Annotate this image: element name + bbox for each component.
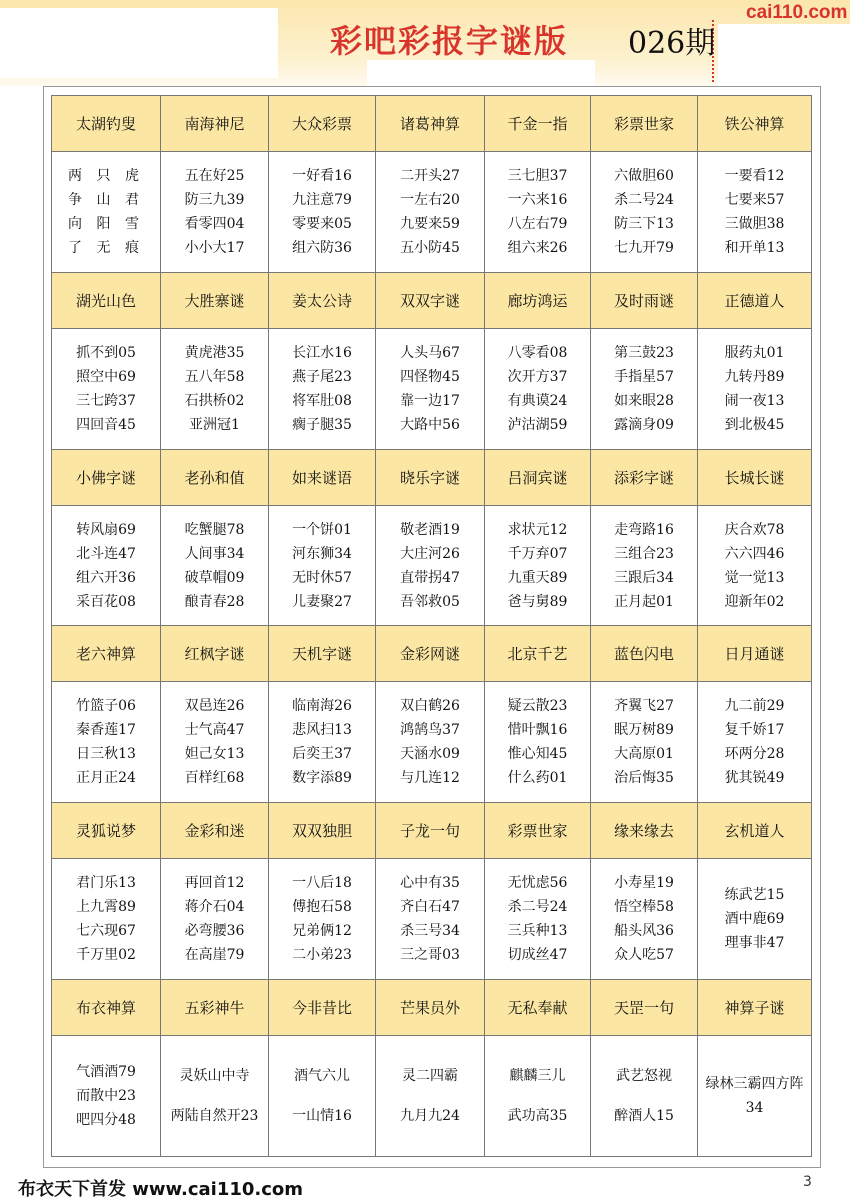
riddle-line: 大庄河26 [400,545,460,562]
riddle-cell [591,682,698,803]
riddle-line: 妲己女13 [184,746,245,763]
riddle-line: 蒋介石04 [184,899,245,916]
riddle-line: 七六现67 [76,923,136,940]
column-author-header: 芒果员外 [376,980,485,1036]
column-author-header: 太湖钓叟 [52,96,161,152]
column-author-header: 金彩和迷 [161,803,269,859]
riddle-line: 防三九39 [184,191,245,208]
riddle-line: 七要来57 [724,191,785,208]
riddle-line: 后奕王37 [292,746,352,763]
riddle-cell [698,682,812,803]
column-author-header: 玄机道人 [698,803,812,859]
riddle-line: 零要来05 [292,215,352,232]
riddle-line: 犹其锐49 [724,770,785,787]
riddle-line: 切成丝47 [507,947,568,964]
riddle-line: 大高原01 [614,746,674,763]
riddle-table [51,95,812,1157]
riddle-line: 千万弃07 [507,545,568,562]
riddle-line: 将军肚08 [292,392,352,409]
riddle-line: 靠一边17 [400,392,460,409]
column-author-header: 南海神尼 [161,96,269,152]
header-row [52,626,812,682]
riddle-line: 三七胆37 [507,167,568,184]
riddle-line: 二小弟23 [292,947,352,964]
riddle-line: 千万里02 [76,947,136,964]
riddle-cell [591,859,698,980]
column-author-header: 缘来缘去 [591,803,698,859]
riddle-line: 争 山 君 [68,191,144,208]
riddle-cell [161,1036,269,1157]
riddle-line: 必弯腰36 [184,923,245,940]
riddle-cell [376,328,485,449]
riddle-line: 上九霄89 [76,899,136,916]
riddle-line: 河东狮34 [292,545,352,562]
riddle-line: 六做胆60 [614,167,674,184]
column-author-header: 天机字谜 [269,626,376,682]
riddle-line: 杀二号24 [507,899,568,916]
riddle-cell [485,328,591,449]
riddle-line: 吃蟹腿78 [184,521,245,538]
riddle-line: 闹一夜13 [724,392,785,409]
riddle-line: 三之哥03 [400,947,460,964]
column-author-header: 老六神算 [52,626,161,682]
blank-patch-left [0,8,278,78]
riddle-cell [485,505,591,626]
column-author-header: 五彩神牛 [161,980,269,1036]
riddle-line: 北斗连47 [76,545,136,562]
riddle-cell [269,505,376,626]
riddle-cell [376,151,485,272]
riddle-line: 酒气六儿 [294,1068,350,1085]
riddle-line: 人间事34 [184,545,245,562]
riddle-line: 悟空棒58 [614,899,674,916]
riddle-cell [591,1036,698,1157]
riddle-line: 破草帽09 [184,569,245,586]
riddle-cell [376,859,485,980]
riddle-line: 理事非47 [724,935,785,952]
column-author-header: 正德道人 [698,272,812,328]
riddle-row [52,151,812,272]
riddle-line: 日三秋13 [76,746,136,763]
riddle-cell [52,328,161,449]
riddle-line: 看零四04 [184,215,245,232]
riddle-line: 气酒酒79 [76,1064,136,1081]
riddle-line: 八左右79 [507,215,568,232]
riddle-line: 向 阳 雪 [68,215,144,232]
header-row [52,980,812,1036]
riddle-line: 组六防36 [292,239,352,256]
riddle-line: 武艺怒视 [616,1068,672,1085]
riddle-cell [698,859,812,980]
riddle-line: 如来眼28 [614,392,674,409]
riddle-line: 五小防45 [400,239,460,256]
riddle-line: 第三鼓23 [614,344,674,361]
riddle-cell [269,682,376,803]
column-author-header: 湖光山色 [52,272,161,328]
column-author-header: 老孙和值 [161,449,269,505]
riddle-line: 环两分28 [724,746,785,763]
riddle-line: 一八后18 [292,875,352,892]
riddle-line: 求状元12 [507,521,568,538]
riddle-row [52,505,812,626]
riddle-line: 秦香莲17 [76,722,136,739]
riddle-line: 二开头27 [400,167,460,184]
riddle-line: 兄弟俩12 [292,923,352,940]
riddle-line: 三七跨37 [76,392,136,409]
riddle-line: 齐翼飞27 [614,698,674,715]
column-author-header: 灵狐说梦 [52,803,161,859]
riddle-line: 武功高35 [507,1108,568,1125]
riddle-cell [52,505,161,626]
column-author-header: 天罡一句 [591,980,698,1036]
riddle-line: 而散中23 [76,1088,136,1105]
riddle-line: 燕子尾23 [292,368,352,385]
riddle-cell [698,328,812,449]
column-author-header: 蓝色闪电 [591,626,698,682]
riddle-line: 四怪物45 [400,368,460,385]
column-author-header: 诸葛神算 [376,96,485,152]
column-author-header: 神算子谜 [698,980,812,1036]
header-row [52,96,812,152]
riddle-line: 复千娇17 [724,722,785,739]
column-author-header: 添彩字谜 [591,449,698,505]
riddle-row [52,859,812,980]
riddle-line: 船头风36 [614,923,674,940]
riddle-line: 无忧虑56 [507,875,568,892]
riddle-line: 小小大17 [184,239,245,256]
riddle-cell [161,151,269,272]
riddle-line: 酒中鹿69 [724,911,785,928]
riddle-line: 亚洲冠1 [189,416,240,433]
riddle-line: 九转丹89 [724,368,785,385]
riddle-line: 竹篮子06 [76,698,136,715]
riddle-row [52,328,812,449]
riddle-cell [485,682,591,803]
riddle-line: 四回音45 [76,416,136,433]
riddle-line: 三组合23 [614,545,674,562]
riddle-cell [52,1036,161,1157]
riddle-line: 一要看12 [724,167,785,184]
riddle-line: 九要来59 [400,215,460,232]
riddle-line: 迎新年02 [724,593,785,610]
column-author-header: 晓乐字谜 [376,449,485,505]
riddle-cell [376,1036,485,1157]
riddle-line: 再回首12 [184,875,245,892]
riddle-line: 泸沽湖59 [507,416,568,433]
riddle-line: 吾邻救05 [400,593,460,610]
riddle-line: 六六四46 [724,545,785,562]
riddle-line: 转风扇69 [76,521,136,538]
riddle-cell [376,682,485,803]
riddle-line: 觉一觉13 [724,569,785,586]
riddle-line: 直带拐47 [400,569,460,586]
riddle-line: 数字添89 [292,770,352,787]
riddle-cell [269,151,376,272]
riddle-line: 傅抱石58 [292,899,352,916]
riddle-line: 和开单13 [724,239,785,256]
riddle-line: 照空中69 [76,368,136,385]
riddle-line: 次开方37 [507,368,568,385]
riddle-row [52,1036,812,1157]
riddle-cell [161,682,269,803]
riddle-line: 正月起01 [614,593,674,610]
column-author-header: 彩票世家 [591,96,698,152]
riddle-line: 三兵种13 [507,923,568,940]
header-row [52,803,812,859]
site-url: cai110.com [746,2,848,23]
riddle-line: 惜叶飘16 [507,722,568,739]
column-author-header: 及时雨谜 [591,272,698,328]
riddle-line: 在高崖79 [184,947,245,964]
column-author-header: 双双字谜 [376,272,485,328]
riddle-cell [485,1036,591,1157]
riddle-line: 绿林三霸四方阵34 [705,1076,804,1117]
riddle-line: 眠万树89 [614,722,674,739]
riddle-line: 爸与舅89 [507,593,568,610]
riddle-line: 采百花08 [76,593,136,610]
footer-text: 布衣天下首发 www.cai110.com [18,1179,304,1200]
riddle-row [52,682,812,803]
riddle-cell [698,505,812,626]
riddle-line: 九月九24 [400,1108,460,1125]
riddle-line: 九二前29 [724,698,785,715]
riddle-line: 石拱桥02 [184,392,245,409]
riddle-line: 与几连12 [400,770,460,787]
column-author-header: 无私奉献 [485,980,591,1036]
column-author-header: 子龙一句 [376,803,485,859]
riddle-cell [52,859,161,980]
riddle-line: 悲风扫13 [292,722,352,739]
riddle-line: 三跟后34 [614,569,674,586]
riddle-cell [52,682,161,803]
riddle-line: 七九开79 [614,239,674,256]
riddle-cell [52,151,161,272]
column-author-header: 大胜寨谜 [161,272,269,328]
riddle-line: 杀三号34 [400,923,460,940]
riddle-line: 灵妖山中寺 [179,1068,250,1085]
riddle-cell [161,859,269,980]
riddle-line: 瘸子腿35 [292,416,352,433]
column-author-header: 吕洞宾谜 [485,449,591,505]
riddle-line: 三做胆38 [724,215,785,232]
riddle-cell [591,505,698,626]
riddle-line: 麒麟三儿 [509,1068,566,1085]
riddle-cell [485,859,591,980]
riddle-line: 儿妻聚27 [292,593,352,610]
column-author-header: 彩票世家 [485,803,591,859]
riddle-line: 吧四分48 [76,1112,136,1129]
riddle-line: 灵二四霸 [402,1068,458,1085]
column-author-header: 大众彩票 [269,96,376,152]
riddle-line: 五八年58 [184,368,245,385]
riddle-line: 天涵水09 [400,746,460,763]
riddle-line: 惟心知45 [507,746,568,763]
riddle-line: 抓不到05 [76,344,136,361]
riddle-line: 两 只 虎 [68,167,144,184]
header-row [52,272,812,328]
riddle-line: 九注意79 [292,191,352,208]
header-row [52,449,812,505]
riddle-line: 走弯路16 [614,521,674,538]
column-author-header: 廊坊鸿运 [485,272,591,328]
riddle-line: 无时休57 [292,569,352,586]
riddle-cell [269,859,376,980]
column-author-header: 如来谜语 [269,449,376,505]
riddle-line: 防三下13 [614,215,674,232]
riddle-line: 一山情16 [292,1108,352,1125]
column-author-header: 金彩网谜 [376,626,485,682]
riddle-line: 一左右20 [400,191,460,208]
riddle-line: 一好看16 [292,167,352,184]
riddle-line: 双白鹤26 [400,698,460,715]
riddle-line: 五在好25 [184,167,245,184]
riddle-line: 什么药01 [507,770,568,787]
riddle-line: 长江水16 [292,344,352,361]
riddle-line: 黄虎港35 [184,344,245,361]
riddle-line: 临南海26 [292,698,352,715]
riddle-line: 人头马67 [400,344,460,361]
riddle-line: 两陆自然开23 [170,1108,259,1125]
riddle-line: 一个饼01 [292,521,352,538]
riddle-line: 八零看08 [507,344,568,361]
riddle-line: 一六来16 [507,191,568,208]
riddle-line: 双邑连26 [184,698,245,715]
riddle-cell [591,328,698,449]
riddle-line: 正月正24 [76,770,136,787]
riddle-line: 练武艺15 [724,887,785,904]
riddle-line: 到北极45 [724,416,785,433]
riddle-line: 士气高47 [184,722,245,739]
riddle-line: 杀二号24 [614,191,674,208]
riddle-line: 敬老酒19 [400,521,460,538]
riddle-line: 小寿星19 [614,875,674,892]
column-author-header: 铁公神算 [698,96,812,152]
riddle-line: 有典谟24 [507,392,568,409]
riddle-line: 齐白石47 [400,899,460,916]
riddle-line: 君门乐13 [76,875,136,892]
riddle-line: 众人吃57 [614,947,674,964]
riddle-cell [161,328,269,449]
riddle-cell [591,151,698,272]
page-title: 彩吧彩报字谜版 [330,22,569,60]
riddle-cell [161,505,269,626]
riddle-line: 九重天89 [507,569,568,586]
riddle-line: 心中有35 [400,875,460,892]
riddle-line: 组六来26 [507,239,568,256]
column-author-header: 北京千艺 [485,626,591,682]
column-author-header: 长城长谜 [698,449,812,505]
riddle-cell [269,1036,376,1157]
column-author-header: 千金一指 [485,96,591,152]
column-author-header: 今非昔比 [269,980,376,1036]
riddle-line: 庆合欢78 [724,521,785,538]
column-author-header: 姜太公诗 [269,272,376,328]
issue-number: 026期 [628,26,716,61]
riddle-cell [698,151,812,272]
riddle-line: 服药丸01 [724,344,785,361]
riddle-line: 百样红68 [184,770,245,787]
column-author-header: 日月通谜 [698,626,812,682]
riddle-cell [376,505,485,626]
column-author-header: 红枫字谜 [161,626,269,682]
riddle-cell [485,151,591,272]
riddle-cell [269,328,376,449]
riddle-line: 酿青春28 [184,593,245,610]
riddle-line: 鸿鹄鸟37 [400,722,460,739]
riddle-line: 治后悔35 [614,770,674,787]
riddle-line: 醉酒人15 [614,1108,674,1125]
riddle-line: 大路中56 [400,416,460,433]
page-mark: 3 [803,1174,812,1190]
riddle-line: 组六开36 [76,569,136,586]
riddle-line: 手指星57 [614,368,674,385]
riddle-line: 了 无 痕 [68,239,144,256]
column-author-header: 小佛字谜 [52,449,161,505]
riddle-line: 露滴身09 [614,416,674,433]
column-author-header: 双双独胆 [269,803,376,859]
column-author-header: 布衣神算 [52,980,161,1036]
riddle-cell [698,1036,812,1157]
riddle-line: 疑云散23 [507,698,568,715]
